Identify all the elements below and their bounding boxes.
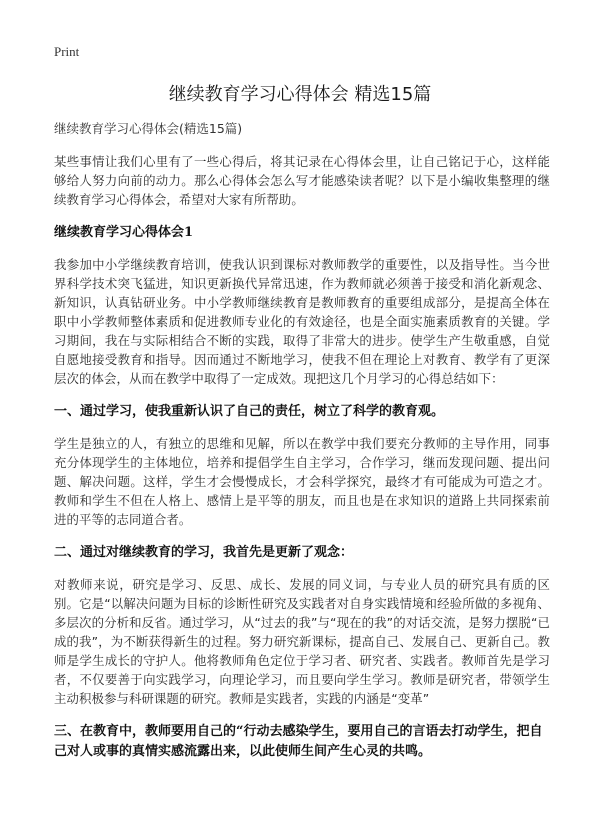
print-link[interactable]: Print bbox=[54, 44, 80, 59]
page-title: 继续教育学习心得体会 精选15篇 bbox=[168, 84, 432, 105]
point-heading-2: 二、通过对继续教育的学习，我首先是更新了观念： bbox=[54, 545, 354, 560]
point-heading-3: 三、在教育中，教师要用自己的“行动去感染学生，要用自己的言语去打动学生，把自己对人或事的真情实感流露出来，以此使师生间产生心灵的共鸣。 bbox=[54, 724, 543, 759]
section-heading: 继续教育学习心得体会1 bbox=[54, 225, 194, 240]
point-paragraph-1: 学生是独立的人，有独立的思维和见解，所以在教学中我们要充分教师的主导作用，同事充分体现学生的主体地位，培养和提倡学生自主学习，合作学习，继而发现问题、提出问题、解决问题。这样，学生才会慢慢成长，才会科学探究，最终才有可能成为可造之才。教师和学生不但在人格上、感情上是平等的朋友，而且也是在求知识的道路上共同探索前进的平等的志同道合者。 bbox=[54, 436, 550, 527]
intro-paragraph: 某些事情让我们心里有了一些心得后，将其记录在心得体会里，让自己铭记于心，这样能够给人努力向前的动力。那么心得体会怎么写才能感染读者呢？以下是小编收集整理的继续教育学习心得体会，希望对大家有所帮助。 bbox=[54, 154, 550, 207]
article-body bbox=[54, 120, 550, 774]
section-paragraph: 我参加中小学继续教育培训，使我认识到课标对教师教学的重要性，以及指导性。当今世界科学技术突飞猛进，知识更新换代异常迅速，作为教师就必须善于接受和消化新观念、新知识，认真钻研业务。中小学教师继续教育是教师教育的重要组成部分，是提高全体在职中小学教师整体素质和促进教师专业化的有效途径，也是全面实施素质教育的关键。学习期间，我在与实际相结合不断的实践，取得了非常大的进步。使学生产生敬重感，自觉自愿地接受教育和指导。因而通过不断地学习，使我不但在理论上对教育、教学有了更深层次的体会，从而在教学中取得了一定成效。现把这几个月学习的心得总结如下： bbox=[54, 257, 550, 386]
point-paragraph-2: 对教师来说，研究是学习、反思、成长、发展的同义词，与专业人员的研究具有质的区别。它是“以解决问题为目标的诊断性研究及实践者对自身实践情境和经验所做的多视角、多层次的分析和反省。通过学习，从“过去的我”与“现在的我”的对话交流，是努力摆脱“已成的我”，为不断获得新生的过程。努力研究新课标，提高自己、发展自己、更新自己。教师是学生成长的守护人。他将教师角色定位于学习者、研究者、实践者。教师首先是学习者，不仅要善于向实践学习，向理论学习，而且要向学生学习。教师是研究者，带领学生主动积极参与科研课题的研究。教师是实践者，实践的内涵是“变革” bbox=[54, 577, 550, 706]
article-subtitle: 继续教育学习心得体会(精选15篇) bbox=[54, 121, 243, 136]
point-heading-1: 一、通过学习，使我重新认识了自己的责任，树立了科学的教育观。 bbox=[54, 404, 445, 419]
